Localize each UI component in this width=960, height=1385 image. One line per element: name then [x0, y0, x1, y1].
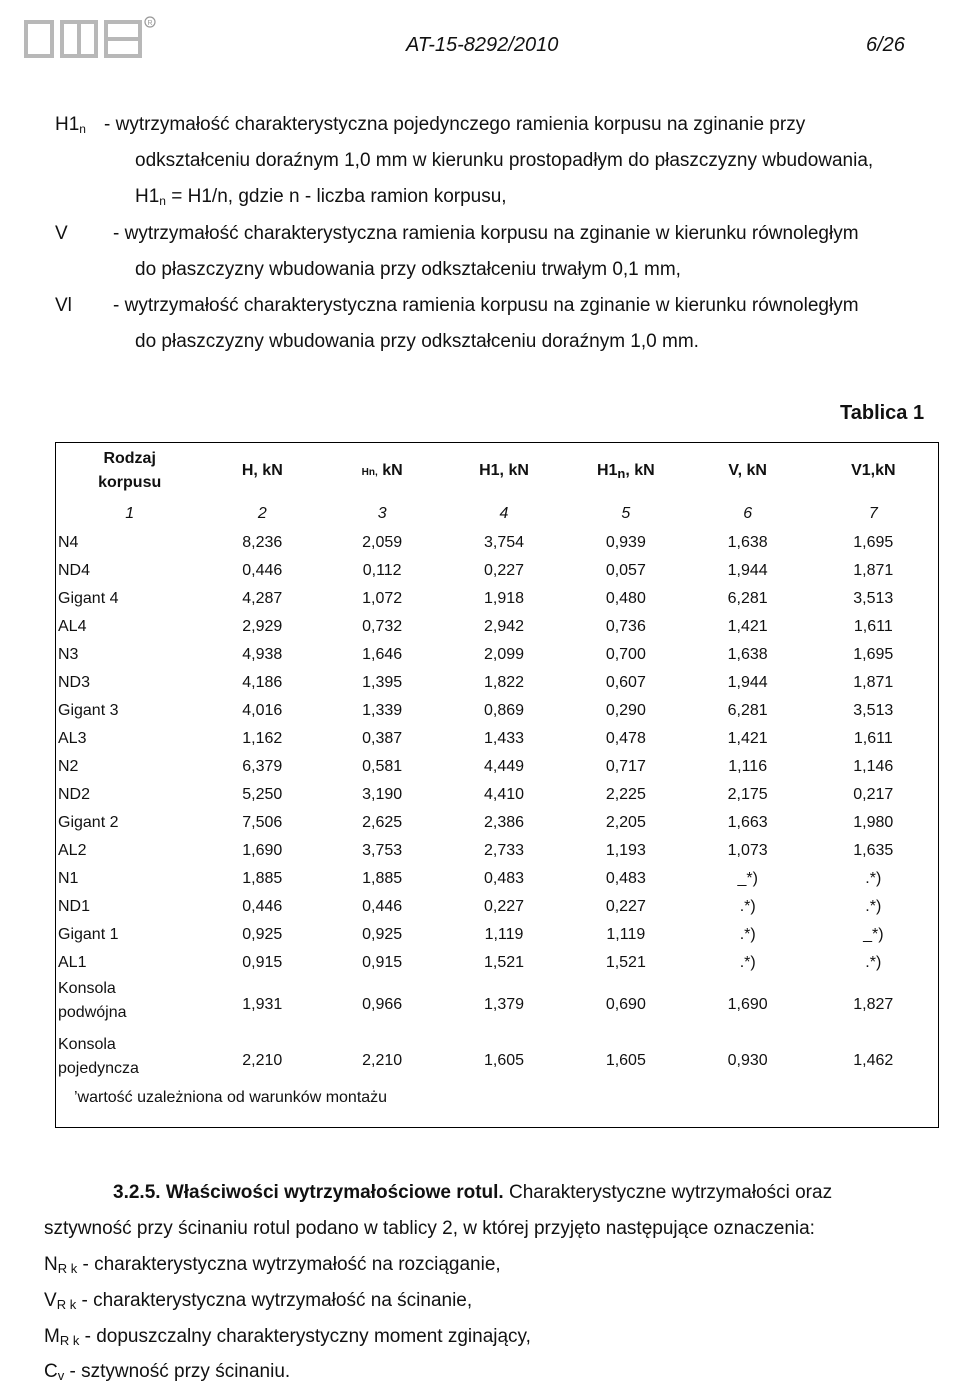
definition-h1n-line2: odkształceniu doraźnym 1,0 mm w kierunku prostopadłym do płaszczyzny wbudowania, — [135, 150, 874, 171]
body-type-cell: N2 — [58, 758, 79, 775]
value-cell: 2,929 — [242, 618, 283, 635]
table-footnote-row — [56, 1089, 939, 1128]
definition-v1-line1: - wytrzymałość charakterystyczna ramienia korpusu na zginanie w kierunku równoległym — [113, 295, 859, 316]
value-cell: 6,281 — [727, 590, 768, 607]
value-cell: 1,944 — [727, 562, 768, 579]
value-cell: 0,483 — [605, 870, 646, 887]
body-type-cell: N4 — [58, 534, 79, 551]
table-header-row — [56, 443, 939, 500]
table-row — [56, 865, 939, 893]
value-cell: 4,410 — [483, 786, 525, 803]
value-cell: 0,915 — [362, 954, 403, 971]
column-number: 7 — [868, 505, 878, 522]
value-cell: 2,225 — [605, 786, 646, 803]
value-cell: _*) — [737, 870, 758, 887]
value-cell: 1,162 — [242, 730, 283, 747]
value-cell: 0,925 — [362, 926, 403, 943]
table-row — [56, 697, 939, 725]
header-v1: V1,kN — [851, 462, 896, 479]
body-type-cell: N1 — [58, 870, 79, 887]
value-cell: 1,521 — [605, 954, 646, 971]
value-cell: 1,635 — [853, 842, 894, 859]
value-cell: 0,700 — [605, 646, 646, 663]
value-cell: 1,885 — [242, 870, 283, 887]
table-row — [56, 837, 939, 865]
value-cell: 7,506 — [242, 814, 283, 831]
notation-item: NR k - charakterystyczna wytrzymałość na rozciąganie, — [44, 1254, 501, 1276]
body-type-cell: Konsola pojedyncza — [58, 1036, 139, 1077]
value-cell: 2,942 — [483, 618, 525, 635]
value-cell: 1,395 — [362, 674, 403, 691]
body-type-cell: Gigant 1 — [58, 926, 119, 943]
definition-v-line2: do płaszczyzny wbudowania przy odkształceniu trwałym 0,1 mm, — [135, 259, 681, 280]
value-cell: 3,513 — [853, 702, 894, 719]
value-cell: 4,186 — [242, 674, 283, 691]
value-cell: 0,581 — [362, 758, 403, 775]
value-cell: 1,379 — [483, 996, 525, 1013]
value-cell: 1,421 — [727, 618, 768, 635]
body-type-cell: ND2 — [58, 786, 91, 803]
value-cell: 2,099 — [483, 646, 525, 663]
value-cell: 0,966 — [362, 996, 403, 1013]
value-cell: 1,871 — [853, 674, 894, 691]
value-cell: 0,446 — [242, 562, 283, 579]
page-number: 6/26 — [866, 34, 905, 56]
table-row — [56, 809, 939, 837]
header-h: H, kN — [241, 462, 283, 479]
value-cell: 1,462 — [853, 1052, 894, 1069]
value-cell: 0,717 — [605, 758, 646, 775]
value-cell: 0,925 — [242, 926, 283, 943]
value-cell: 1,193 — [605, 842, 646, 859]
value-cell: 0,483 — [483, 870, 525, 887]
definition-h1n-line1: - wytrzymałość charakterystyczna pojedynczego ramienia korpusu na zginanie przy — [104, 114, 806, 135]
column-number: 1 — [125, 505, 135, 522]
value-cell: 0,478 — [605, 730, 646, 747]
value-cell: 2,175 — [727, 786, 768, 803]
body-type-cell: AL1 — [58, 954, 87, 971]
column-number-row — [56, 499, 939, 529]
value-cell: 0,217 — [853, 786, 894, 803]
value-cell: 1,119 — [484, 926, 524, 943]
definition-symbol-v: V — [55, 223, 68, 244]
value-cell: 0,227 — [483, 898, 525, 915]
value-cell: 0,112 — [362, 562, 402, 579]
column-number: 2 — [257, 505, 267, 522]
value-cell: 0,446 — [242, 898, 283, 915]
table-row — [56, 949, 939, 977]
value-cell: 1,521 — [483, 954, 525, 971]
value-cell: 0,690 — [605, 996, 646, 1013]
value-cell: 0,387 — [362, 730, 403, 747]
value-cell: 2,210 — [362, 1052, 403, 1069]
value-cell: 1,646 — [362, 646, 403, 663]
value-cell: 0,446 — [362, 898, 403, 915]
value-cell: 1,605 — [483, 1052, 525, 1069]
table-row — [56, 557, 939, 585]
notation-item: Cv - sztywność przy ścinaniu. — [44, 1361, 291, 1383]
definition-symbol-h1n: H1n — [55, 114, 86, 136]
value-cell: 2,205 — [605, 814, 646, 831]
value-cell: 2,733 — [483, 842, 525, 859]
value-cell: 6,281 — [727, 702, 768, 719]
value-cell: 2,210 — [242, 1052, 283, 1069]
body-type-cell: Konsola podwójna — [58, 980, 127, 1021]
table-row — [56, 529, 939, 557]
header-v: V, kN — [728, 462, 767, 479]
value-cell: 3,513 — [853, 590, 894, 607]
value-cell: 1,072 — [362, 590, 403, 607]
header-body-type: Rodzaj korpusu — [98, 450, 162, 491]
value-cell: 0,607 — [605, 674, 646, 691]
section-heading: 3.2.5. Właściwości wytrzymałościowe rotul. — [113, 1182, 504, 1203]
body-type-cell: ND1 — [58, 898, 91, 915]
value-cell: 5,250 — [242, 786, 283, 803]
value-cell: 1,980 — [853, 814, 894, 831]
section-intro: Charakterystyczne wytrzymałości oraz — [503, 1182, 833, 1203]
value-cell: 4,287 — [242, 590, 283, 607]
definition-symbol-v1: Vl — [55, 295, 72, 316]
value-cell: 1,690 — [242, 842, 283, 859]
value-cell: 0,480 — [605, 590, 646, 607]
table-row — [56, 753, 939, 781]
notation-item: MR k - dopuszczalny charakterystyczny moment zginający, — [44, 1326, 531, 1348]
value-cell: 2,386 — [483, 814, 525, 831]
value-cell: 4,016 — [242, 702, 283, 719]
body-type-cell: AL2 — [58, 842, 87, 859]
value-cell: 3,753 — [362, 842, 403, 859]
value-cell: 1,611 — [853, 618, 893, 635]
value-cell: 1,695 — [853, 646, 894, 663]
table-row — [56, 893, 939, 921]
value-cell: 0,732 — [362, 618, 403, 635]
table-row — [56, 613, 939, 641]
value-cell: 1,605 — [605, 1052, 646, 1069]
column-number: 3 — [377, 505, 387, 522]
value-cell: 1,827 — [853, 996, 894, 1013]
value-cell: 2,059 — [362, 534, 403, 551]
value-cell: 1,119 — [606, 926, 646, 943]
body-type-cell: Gigant 3 — [58, 702, 119, 719]
value-cell: 8,236 — [242, 534, 283, 551]
table-footnote: ’wartość uzależniona od warunków montażu — [74, 1089, 388, 1106]
value-cell: 1,822 — [483, 674, 525, 691]
value-cell: 1,663 — [727, 814, 768, 831]
value-cell: 1,931 — [242, 996, 283, 1013]
value-cell: .*) — [865, 870, 882, 887]
value-cell: 0,227 — [605, 898, 646, 915]
definition-v1-line2: do płaszczyzny wbudowania przy odkształceniu doraźnym 1,0 mm. — [135, 331, 699, 352]
table-row — [56, 977, 939, 1033]
svg-text:R: R — [147, 20, 153, 27]
value-cell: 1,638 — [727, 534, 768, 551]
value-cell: 0,057 — [605, 562, 646, 579]
itb-logo-icon — [22, 14, 162, 64]
body-type-cell: ND4 — [58, 562, 91, 579]
value-cell: 1,871 — [853, 562, 894, 579]
body-type-cell: AL4 — [58, 618, 87, 635]
value-cell: 1,339 — [362, 702, 403, 719]
table-row — [56, 781, 939, 809]
value-cell: 1,073 — [727, 842, 768, 859]
table-row — [56, 585, 939, 613]
body-type-cell: N3 — [58, 646, 79, 663]
header-h1: H1, kN — [479, 462, 529, 479]
value-cell: 0,930 — [727, 1052, 768, 1069]
notation-item: VR k - charakterystyczna wytrzymałość na ścinanie, — [44, 1290, 473, 1312]
header-h1n: H1n, kN — [596, 462, 655, 481]
value-cell: 2,625 — [362, 814, 403, 831]
body-type-cell: Gigant 4 — [58, 590, 119, 607]
table-row — [56, 921, 939, 949]
table-row — [56, 725, 939, 753]
definition-v-line1: - wytrzymałość charakterystyczna ramienia korpusu na zginanie w kierunku równoległym — [113, 223, 859, 244]
header-hn: Hn, kN — [361, 462, 403, 479]
column-number: 4 — [499, 505, 509, 522]
definition-h1n-line3: H1n = H1/n, gdzie n - liczba ramion korpusu, — [135, 186, 507, 208]
value-cell: 1,638 — [727, 646, 768, 663]
value-cell: 1,944 — [727, 674, 768, 691]
value-cell: 1,611 — [853, 730, 893, 747]
value-cell: 0,736 — [605, 618, 646, 635]
value-cell: 1,116 — [728, 758, 768, 775]
section-intro-line2: sztywność przy ścinaniu rotul podano w tablicy 2, w której przyjęto następujące oznaczenia: — [44, 1218, 815, 1239]
body-type-cell: Gigant 2 — [58, 814, 119, 831]
value-cell: .*) — [739, 926, 756, 943]
value-cell: 1,690 — [727, 996, 768, 1013]
strength-table — [55, 442, 939, 1128]
value-cell: _*) — [863, 926, 884, 943]
column-number: 6 — [743, 505, 753, 522]
value-cell: 1,146 — [853, 758, 894, 775]
value-cell: 0,915 — [242, 954, 283, 971]
value-cell: .*) — [865, 954, 882, 971]
value-cell: 0,869 — [483, 702, 525, 719]
value-cell: 1,885 — [362, 870, 403, 887]
value-cell: 3,754 — [483, 534, 525, 551]
value-cell: 6,379 — [242, 758, 283, 775]
value-cell: 0,290 — [605, 702, 646, 719]
section-heading-paragraph — [113, 1181, 832, 1205]
table-caption: Tablica 1 — [840, 402, 925, 424]
table-row — [56, 1033, 939, 1089]
value-cell: 3,190 — [362, 786, 403, 803]
value-cell: .*) — [865, 898, 882, 915]
document-id: AT-15-8292/2010 — [406, 34, 559, 56]
column-number: 5 — [621, 505, 631, 522]
value-cell: 1,433 — [483, 730, 525, 747]
value-cell: 4,449 — [483, 758, 525, 775]
table-row — [56, 641, 939, 669]
value-cell: 0,227 — [483, 562, 525, 579]
value-cell: .*) — [739, 954, 756, 971]
value-cell: 4,938 — [242, 646, 283, 663]
body-type-cell: AL3 — [58, 730, 87, 747]
value-cell: 1,695 — [853, 534, 894, 551]
value-cell: 1,918 — [483, 590, 525, 607]
table-row — [56, 669, 939, 697]
value-cell: 0,939 — [605, 534, 646, 551]
value-cell: 1,421 — [727, 730, 768, 747]
body-type-cell: ND3 — [58, 674, 91, 691]
value-cell: .*) — [739, 898, 756, 915]
